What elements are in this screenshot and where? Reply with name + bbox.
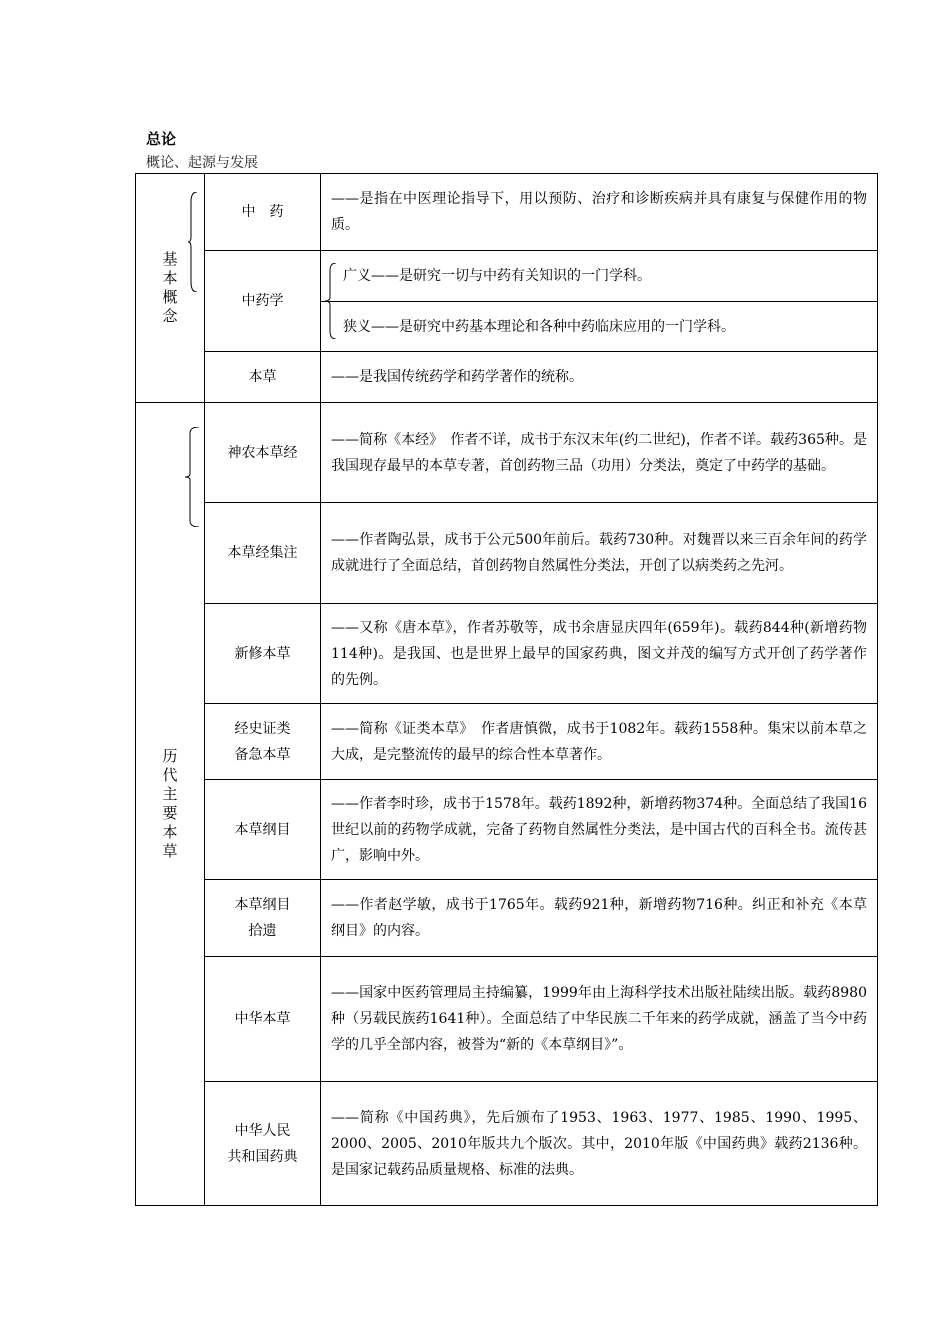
term-zhongyaoxue: 中药学 xyxy=(205,251,321,352)
category-char: 概 xyxy=(162,288,178,306)
table-row xyxy=(136,1082,878,1206)
term-gangmu: 本草纲目 xyxy=(205,780,321,880)
table-row xyxy=(136,403,878,503)
table-row xyxy=(136,503,878,604)
category-basic-concepts xyxy=(136,174,205,403)
category-char: 代 xyxy=(162,766,178,784)
desc-zhenglei: ——简称《证类本草》 作者唐慎微，成书于1082年。载药1558种。集宋以前本草之大成，是完整流传的最早的综合性本草著作。 xyxy=(321,704,878,780)
term-jizhu: 本草经集注 xyxy=(205,503,321,604)
narrow-definition: 狭义——是研究中药基本理论和各种中药临床应用的一门学科。 xyxy=(343,319,735,335)
term-yaodian xyxy=(205,1082,321,1206)
section-subtitle: 概论、起源与发展 xyxy=(146,155,258,171)
category-char: 要 xyxy=(162,804,178,822)
broad-definition: 广义——是研究一切与中药有关知识的一门学科。 xyxy=(321,251,877,302)
term-line: 本草纲目 xyxy=(234,897,291,913)
term-shiyi xyxy=(205,880,321,957)
left-brace-icon xyxy=(184,427,200,527)
desc-zhongyao: ——是指在中医理论指导下，用以预防、治疗和诊断疾病并具有康复与保健作用的物质。 xyxy=(321,174,878,251)
term-line: 经史证类 xyxy=(234,720,291,737)
desc-shiyi: ——作者赵学敏，成书于1765年。载药921种，新增药物716种。纠正和补充《本草纲目》的内容。 xyxy=(321,880,878,957)
desc-zhongyaoxue xyxy=(321,251,878,352)
table-row xyxy=(136,352,878,403)
category-char: 本 xyxy=(162,823,178,841)
definition-subtable xyxy=(321,251,877,352)
table-row xyxy=(136,251,878,352)
table-row xyxy=(136,780,878,880)
term-xinxiu: 新修本草 xyxy=(205,604,321,704)
term-zhonghua-bencao: 中华本草 xyxy=(205,957,321,1082)
desc-jizhu: ——作者陶弘景，成书于公元500年前后。载药730种。对魏晋以来三百余年间的药学成就进行了全面总结，首创药物自然属性分类法，开创了以病类药之先河。 xyxy=(321,503,878,604)
table-row xyxy=(136,880,878,957)
category-char: 基 xyxy=(162,250,178,268)
category-historical-works xyxy=(136,403,205,1206)
desc-xinxiu: ——又称《唐本草》，作者苏敬等，成书余唐显庆四年(659年)。载药844种(新增药物114种)。是我国、也是世界上最早的国家药典，图文并茂的编写方式开创了药学著作的先例。 xyxy=(321,604,878,704)
category-char: 历 xyxy=(162,747,178,765)
desc-zhonghua-bencao: ——国家中医药管理局主持编纂，1999年由上海科学技术出版社陆续出版。载药8980种（另载民族药1641种）。全面总结了中华民族二千年来的药学成就，涵盖了当今中药学的几乎全部内容，被誉为“新的《本草纲目》”。 xyxy=(321,957,878,1082)
section-title: 总论 xyxy=(146,130,177,148)
category-char: 本 xyxy=(162,269,178,287)
term-line: 中华人民 xyxy=(234,1122,291,1139)
table-row xyxy=(136,604,878,704)
term-line: 备急本草 xyxy=(234,746,291,763)
left-brace-icon xyxy=(188,192,198,292)
table-row xyxy=(136,174,878,251)
term-zhenglei xyxy=(205,704,321,780)
left-brace-icon xyxy=(323,263,337,339)
table-row xyxy=(136,957,878,1082)
term-shennong: 神农本草经 xyxy=(205,403,321,503)
category-char: 念 xyxy=(162,307,178,325)
overview-table xyxy=(135,173,878,1206)
desc-gangmu: ——作者李时珍，成书于1578年。载药1892种，新增药物374种。全面总结了我国16世纪以前的药物学成就，完备了药物自然属性分类法，是中国古代的百科全书。流传甚广，影响中外。 xyxy=(321,780,878,880)
term-line: 共和国药典 xyxy=(227,1148,298,1165)
term-zhongyao: 中 药 xyxy=(205,174,321,251)
term-bencao: 本草 xyxy=(205,352,321,403)
category-char: 草 xyxy=(162,842,178,860)
term-line: 拾遗 xyxy=(248,923,277,939)
desc-shennong: ——简称《本经》 作者不详，成书于东汉末年(约二世纪)，作者不详。载药365种。是我国现存最早的本草专著，首创药物三品（功用）分类法，奠定了中药学的基础。 xyxy=(321,403,878,503)
table-row xyxy=(136,704,878,780)
desc-bencao: ——是我国传统药学和药学著作的统称。 xyxy=(321,352,878,403)
category-char: 主 xyxy=(162,785,178,803)
desc-yaodian: ——简称《中国药典》，先后颁布了1953、1963、1977、1985、1990、1995、2000、2005、2010年版共九个版次。其中，2010年版《中国药典》载药2136种。是国家记载药品质量规格、标准的法典。 xyxy=(321,1082,878,1206)
